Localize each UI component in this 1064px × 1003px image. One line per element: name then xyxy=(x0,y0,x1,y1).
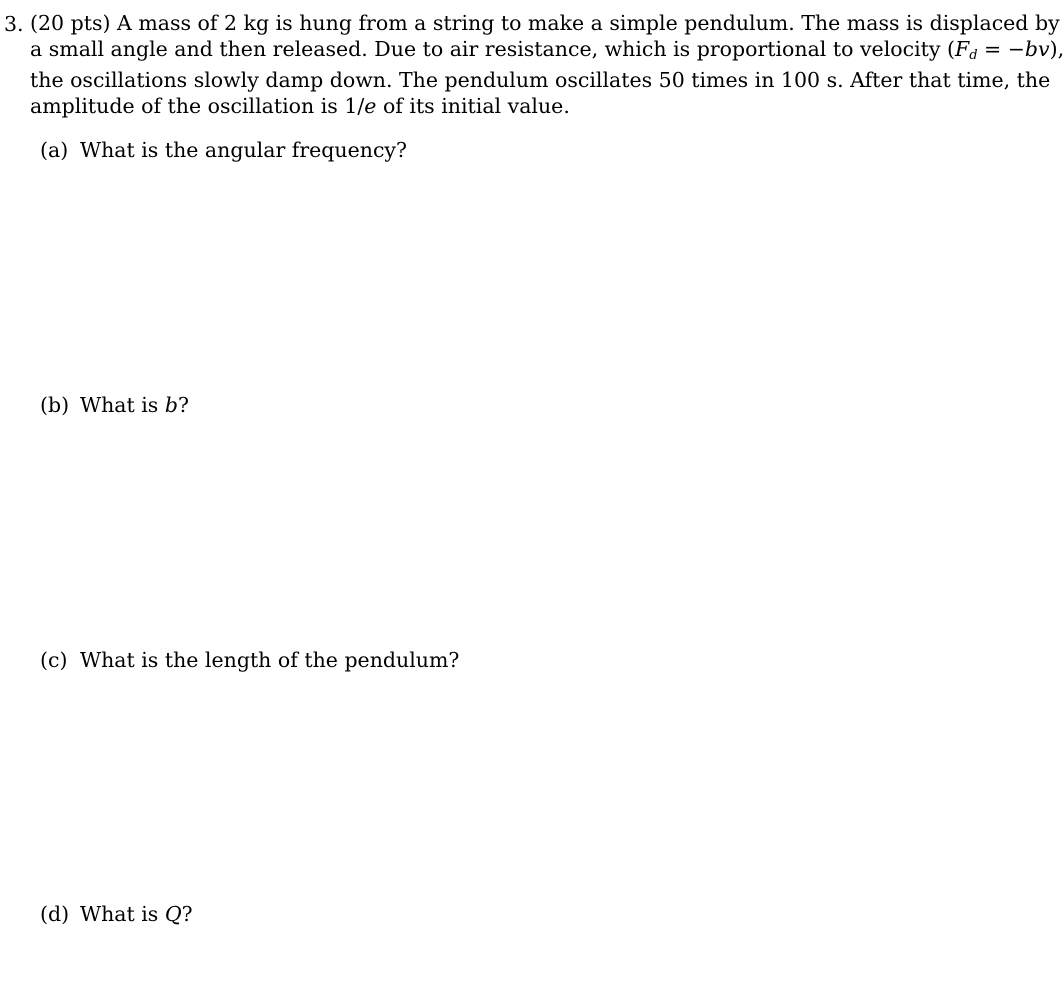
formula-equals: = − xyxy=(977,36,1025,61)
part-b-question-suffix: ? xyxy=(177,393,189,417)
e-symbol: e xyxy=(364,93,377,118)
part-b-symbol: b xyxy=(164,393,178,417)
drag-force-subscript: d xyxy=(969,47,978,63)
part-c xyxy=(40,647,459,673)
problem-statement xyxy=(30,11,1064,119)
statement-text-2: a small angle and then released. Due to air resistance, which is proportional to velocity ( xyxy=(30,36,955,61)
part-b-label: (b) xyxy=(40,393,70,417)
statement-line-3 xyxy=(30,68,1051,94)
part-b-question-prefix: What is xyxy=(80,393,165,417)
points-label: (20 pts) xyxy=(30,11,111,35)
part-a-label: (a) xyxy=(40,138,69,162)
part-d xyxy=(40,901,193,927)
statement-text-1: A mass of 2 kg is hung from a string to make a simple pendulum. The mass is displaced by xyxy=(117,11,1060,35)
part-c-label: (c) xyxy=(40,648,68,672)
formula-v: v xyxy=(1038,36,1050,61)
statement-line-4 xyxy=(30,94,982,120)
drag-force-symbol: F xyxy=(954,36,970,61)
part-d-question-suffix: ? xyxy=(181,902,193,926)
part-a-question: What is the angular frequency? xyxy=(80,138,408,162)
statement-line-2 xyxy=(30,36,1064,69)
formula-close: ), xyxy=(1049,36,1064,61)
part-d-question-prefix: What is xyxy=(80,902,165,926)
part-c-question: What is the length of the pendulum? xyxy=(80,648,460,672)
part-d-label: (d) xyxy=(40,902,70,926)
problem-number: 3. xyxy=(4,12,24,36)
statement-text-4-tail: of its initial value. xyxy=(376,93,570,118)
part-a xyxy=(40,137,407,163)
statement-line-1 xyxy=(30,11,1060,37)
part-b xyxy=(40,392,189,418)
part-d-symbol: Q xyxy=(164,902,182,926)
statement-text-3: the oscillations slowly damp down. The pendulum oscillates 50 times in 100 s. After that time, the xyxy=(30,68,1051,92)
statement-text-4: amplitude of the oscillation is 1/ xyxy=(30,93,365,118)
formula-b: b xyxy=(1024,36,1039,61)
